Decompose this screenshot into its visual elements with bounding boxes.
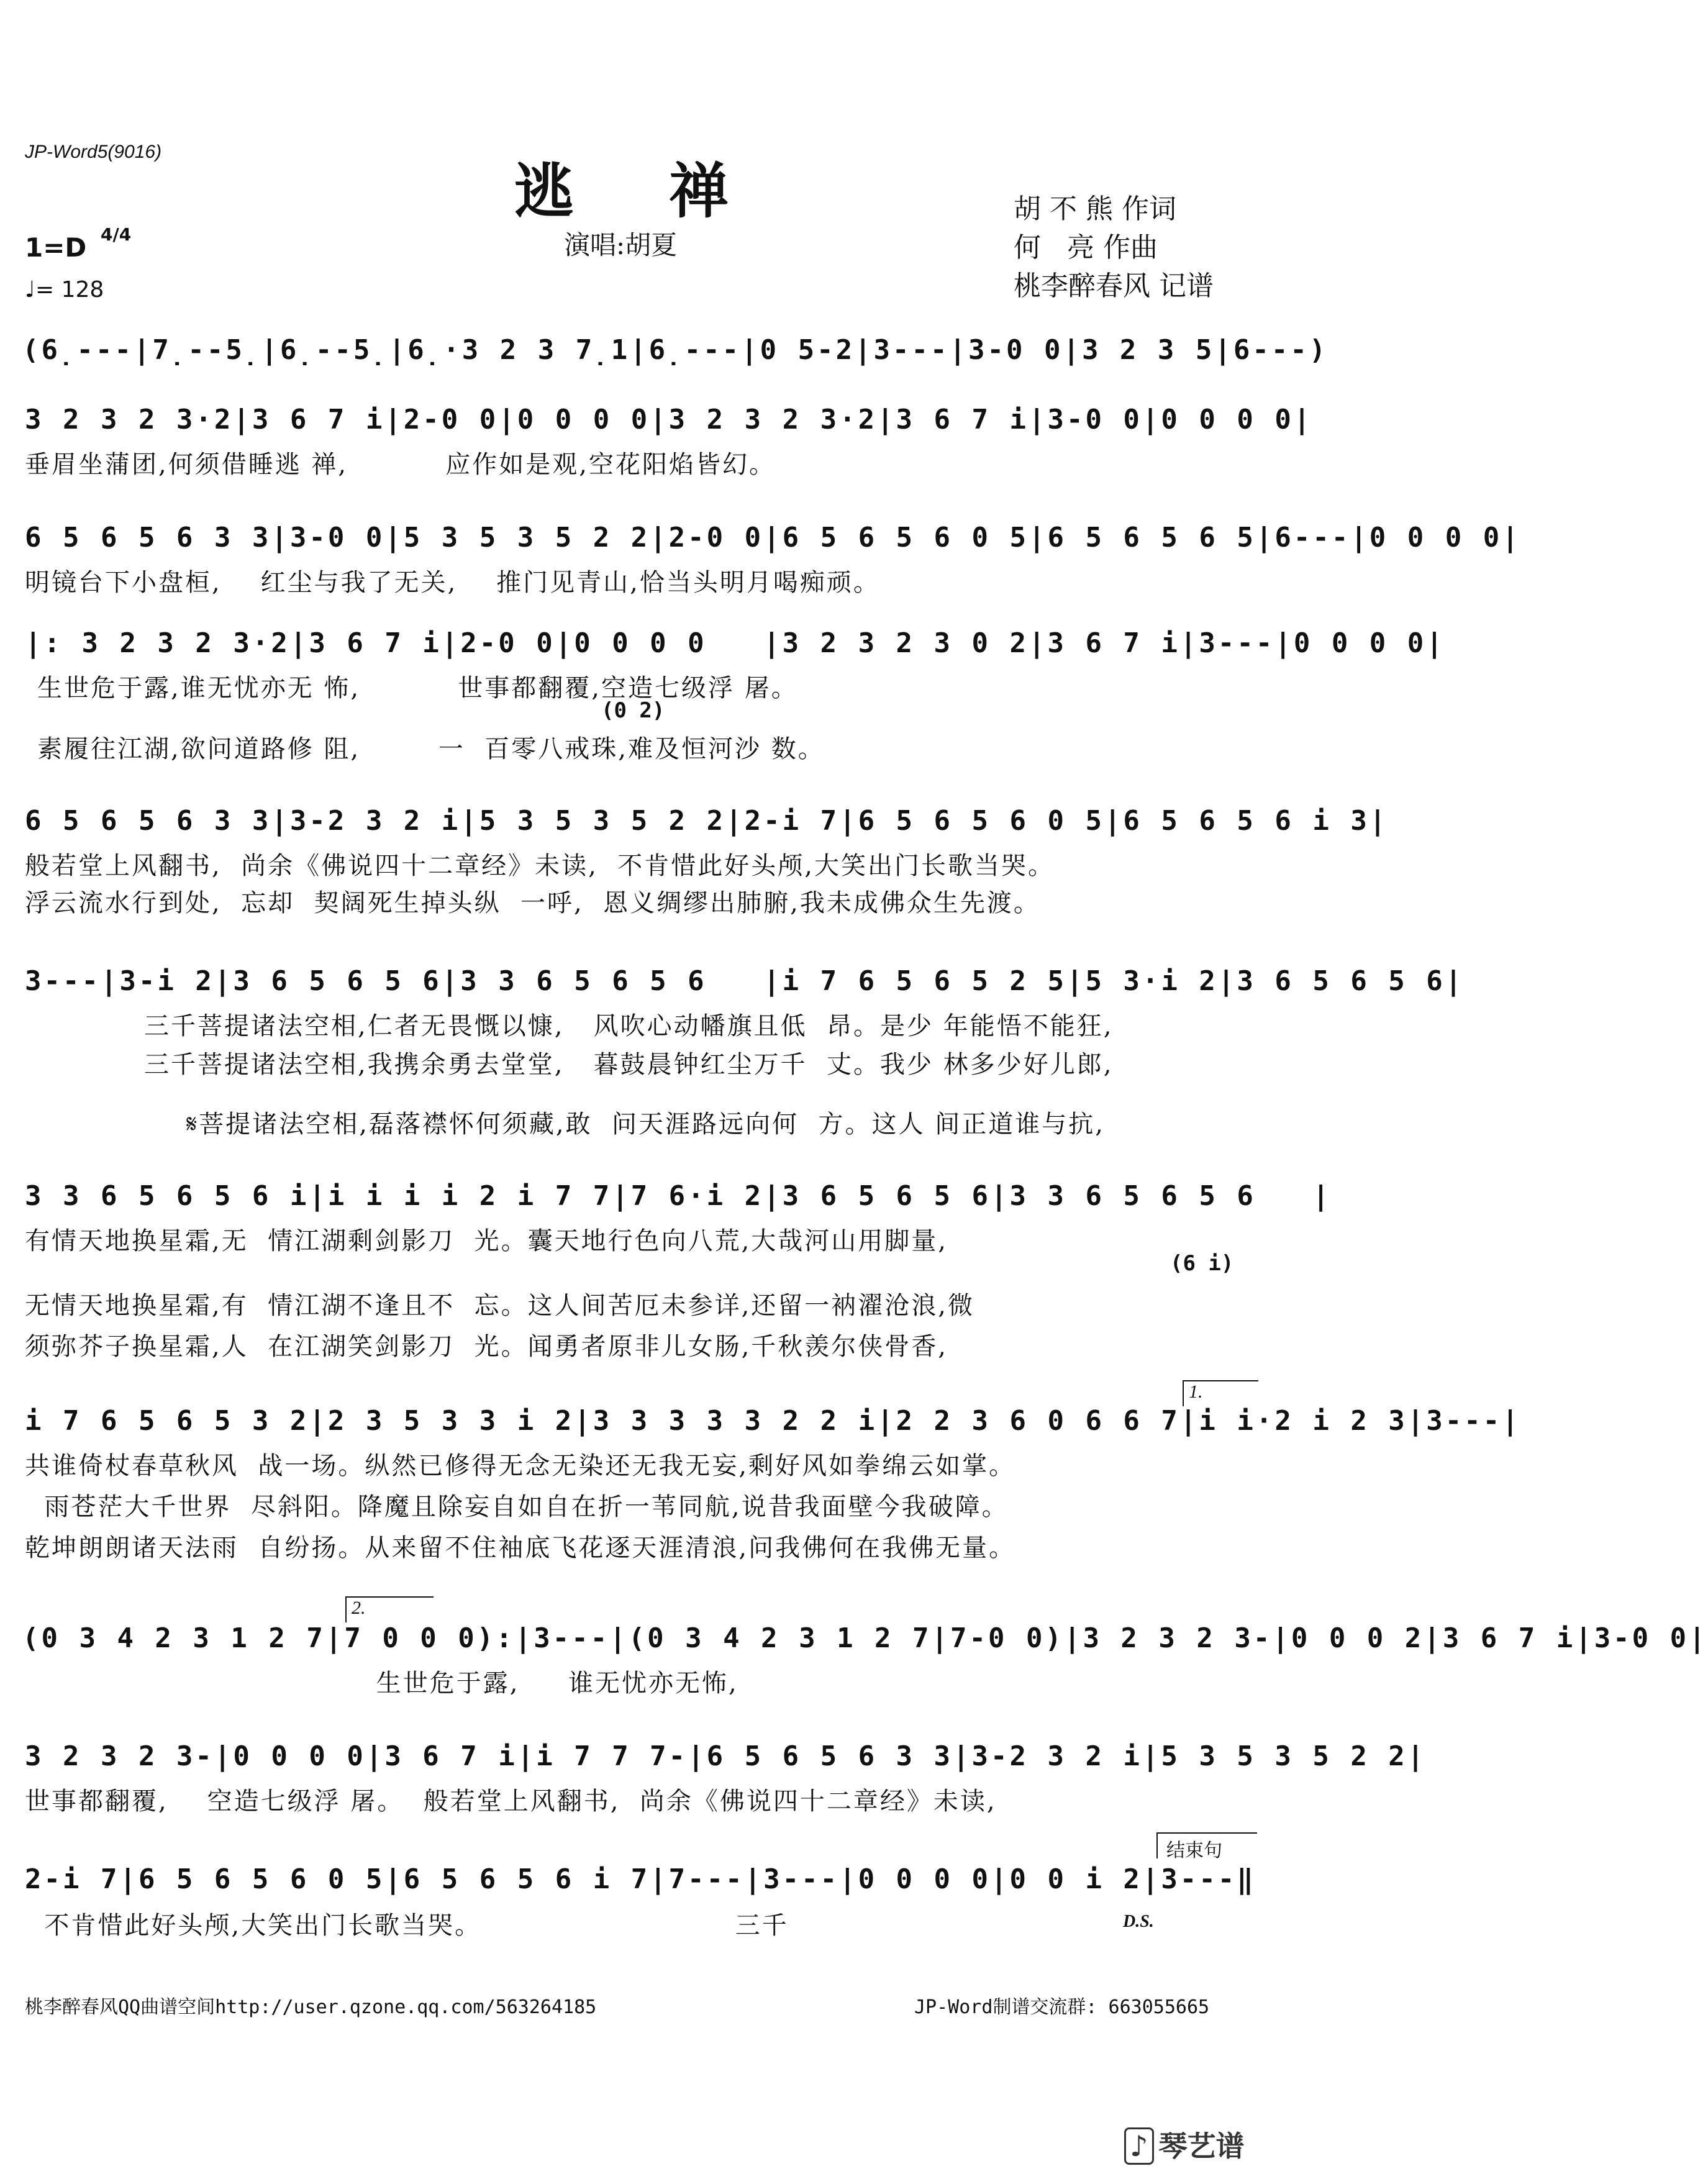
site-logo: ♪ 琴艺谱: [1118, 2112, 1245, 2165]
lyric-line: 有情天地换星霜,无 情江湖剩剑影刀 光。囊天地行色向八荒,大哉河山用脚量,: [25, 1227, 948, 1255]
time-signature: 4/4: [101, 224, 132, 245]
lyric-line: 须弥芥子换星霜,人 在江湖笑剑影刀 光。闻勇者原非儿女肠,千秋羡尔侠骨香,: [25, 1332, 948, 1361]
transcriber: 桃李醉春风 记谱: [1014, 270, 1214, 302]
notation-system-6: 3---|3-i 2|3 6 5 6 5 6|3 3 6 5 6 5 6 |i 7 6 5 6 5 2 5|5 3·i 2|3 6 5 6 5 6|: [25, 965, 1465, 997]
lyric-line: 般若堂上风翻书, 尚余《佛说四十二章经》未读, 不肯惜此好头颅,大笑出门长歌当哭。: [25, 852, 1055, 880]
coda-label: 结束句: [1166, 1840, 1222, 1862]
singer: 演唱:胡夏: [564, 230, 678, 260]
ds-marking: D.S.: [1123, 1912, 1154, 1931]
lyric-line: 三千菩提诸法空相,我携余勇去堂堂, 暮鼓晨钟红尘万千 丈。我少 林多少好儿郎,: [144, 1050, 1114, 1079]
lyric-line: 𝄋菩提诸法空相,磊落襟怀何须藏,敢 问天涯路远向何 方。这人 间正道谁与抗,: [186, 1110, 1105, 1139]
notation-system-1: (6̣---|7̣--5̣|6̣--5̣|6̣·3 2 3 7̣1|6̣---|0 5-2|3---|3-0 0|3 2 3 5|6---): [22, 334, 1329, 366]
lyric-line: 明镜台下小盘桓, 红尘与我了无关, 推门见青山,恰当头明月喝痴顽。: [25, 568, 880, 597]
notation-system-2: 3 2 3 2 3·2|3 6 7 i|2-0 0|0 0 0 0|3 2 3 2 3·2|3 6 7 i|3-0 0|0 0 0 0|: [25, 404, 1313, 435]
composer: 何 亮 作曲: [1014, 232, 1158, 263]
notation-system-11: 2-i 7|6 5 6 5 6 0 5|6 5 6 5 6 i 7|7---|3---|0 0 0 0|0 0 i 2|3---‖: [25, 1863, 1256, 1895]
lyric-line: 素履往江湖,欲问道路修 阻, 一 百零八戒珠,难及恒河沙 数。: [37, 735, 825, 763]
page-title: 逃 禅: [514, 157, 766, 226]
key-signature: 1=D: [25, 232, 87, 263]
grace-note-paren: (0 2): [601, 698, 665, 723]
lyricist: 胡 不 熊 作词: [1014, 193, 1176, 225]
notation-system-10: 3 2 3 2 3-|0 0 0 0|3 6 7 i|i 7 7 7-|6 5 6 5 6 3 3|3-2 3 2 i|5 3 5 3 5 2 2|: [25, 1740, 1427, 1772]
lyric-line: 浮云流水行到处, 忘却 契阔死生掉头纵 一呼, 恩义绸缪出肺腑,我未成佛众生先渡。: [25, 889, 1040, 917]
music-note-icon: ♪: [1124, 2127, 1153, 2165]
notation-system-5: 6 5 6 5 6 3 3|3-2 3 2 i|5 3 5 3 5 2 2|2-i 7|6 5 6 5 6 0 5|6 5 6 5 6 i 3|: [25, 805, 1389, 837]
grace-note-paren: (6 i): [1170, 1251, 1234, 1276]
ending-2-label: 2.: [352, 1598, 366, 1618]
lyric-line: 垂眉坐蒲团,何须借睡逃 禅, 应作如是观,空花阳焰皆幻。: [25, 450, 776, 479]
lyric-line: 无情天地换星霜,有 情江湖不逢且不 忘。这人间苦厄未参详,还留一衲濯沧浪,微: [25, 1291, 975, 1320]
notation-system-3: 6 5 6 5 6 3 3|3-0 0|5 3 5 3 5 2 2|2-0 0|6 5 6 5 6 0 5|6 5 6 5 6 5|6---|0 0 0 0|: [25, 522, 1521, 553]
lyric-line: 乾坤朗朗诸天法雨 自纷扬。从来留不住袖底飞花逐天涯清浪,问我佛何在我佛无量。: [25, 1534, 1016, 1562]
lyric-line: 不肯惜此好头颅,大笑出门长歌当哭。 三千: [25, 1911, 789, 1940]
footer-right: JP-Word制谱交流群: 663055665: [914, 1996, 1210, 2018]
footer-left: 桃李醉春风QQ曲谱空间http://user.qzone.qq.com/563264185: [25, 1996, 597, 2018]
lyric-line: 生世危于露, 谁无忧亦无怖,: [25, 1669, 738, 1698]
lyric-line: 生世危于露,谁无忧亦无 怖, 世事都翻覆,空造七级浮 屠。: [37, 674, 798, 703]
lyric-line: 共谁倚杖春草秋风 战一场。纵然已修得无念无染还无我无妄,剩好风如拳绵云如掌。: [25, 1452, 1016, 1480]
lyric-line: 三千菩提诸法空相,仁者无畏慨以慷, 风吹心动幡旗且低 昂。是少 年能悟不能狂,: [144, 1012, 1114, 1040]
tempo: ♩= 128: [25, 277, 104, 303]
notation-system-8: i 7 6 5 6 5 3 2|2 3 5 3 3 i 2|3 3 3 3 3 2 2 i|2 2 3 6 0 6 6 7|i i·2 i 2 3|3---|: [25, 1405, 1521, 1437]
lyric-line: 世事都翻覆, 空造七级浮 屠。 般若堂上风翻书, 尚余《佛说四十二章经》未读,: [25, 1787, 997, 1816]
lyric-line: 雨苍茫大千世界 尽斜阳。降魔且除妄自如自在折一苇同航,说昔我面壁今我破障。: [25, 1493, 1009, 1521]
notation-system-9: (0 3 4 2 3 1 2 7|7 0 0 0):|3---|(0 3 4 2 3 1 2 7|7-0 0)|3 2 3 2 3-|0 0 0 2|3 6 7 i|3-0 0|: [22, 1622, 1708, 1654]
ending-1-label: 1.: [1189, 1381, 1203, 1402]
notation-system-7: 3 3 6 5 6 5 6 i|i i i i 2 i 7 7|7 6·i 2|3 6 5 6 5 6|3 3 6 5 6 5 6 |: [25, 1180, 1332, 1212]
notation-system-4: |: 3 2 3 2 3·2|3 6 7 i|2-0 0|0 0 0 0 |3 2 3 2 3 0 2|3 6 7 i|3---|0 0 0 0|: [25, 627, 1445, 659]
software-tag: JP-Word5(9016): [25, 142, 162, 162]
